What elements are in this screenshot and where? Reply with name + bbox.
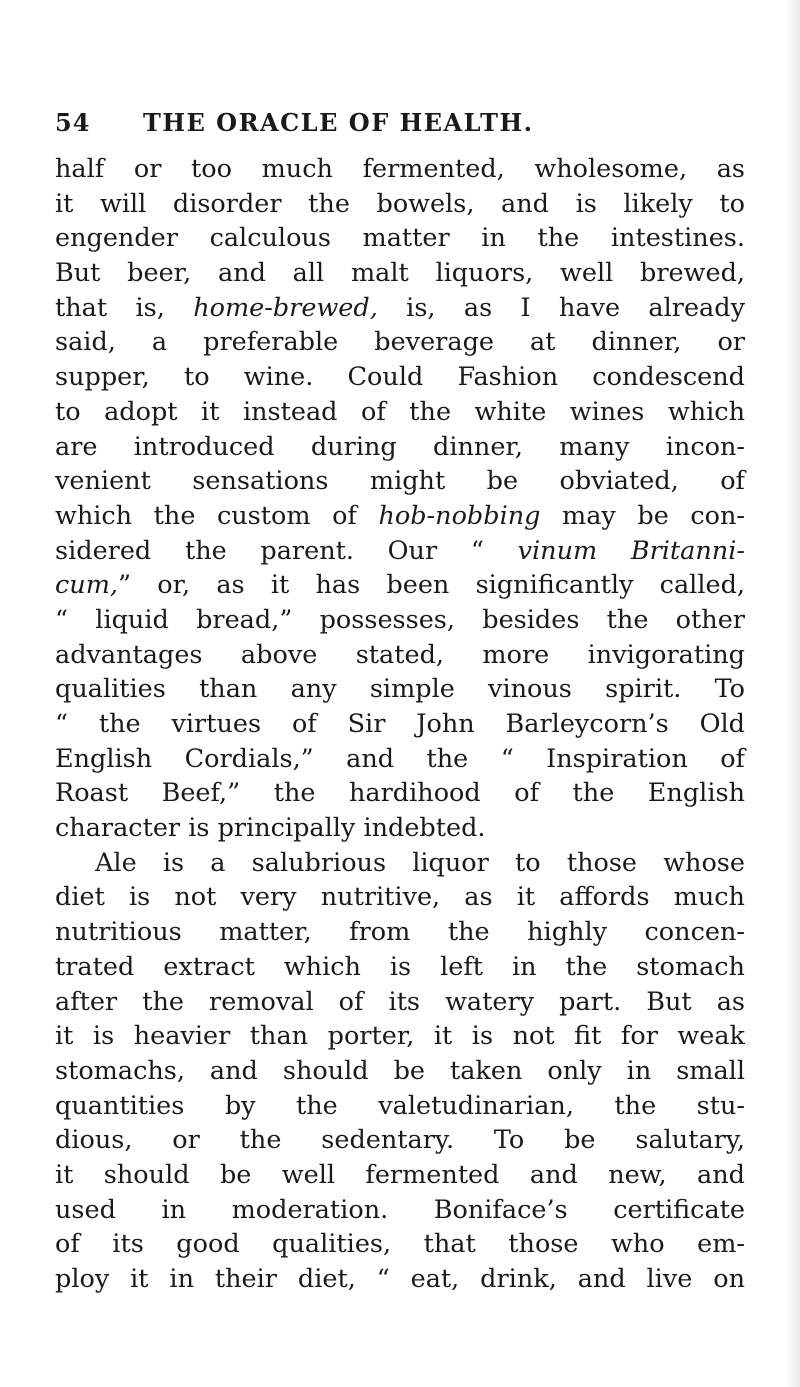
running-title: THE ORACLE OF HEALTH. [143,108,534,137]
text-segment: said, a preferable beverage at dinner, or [55,327,745,358]
text-line [55,742,745,777]
text-segment: stomachs, and should be taken only in small [55,1055,745,1086]
text-segment: used in moderation. Boniface’s certificate [55,1194,745,1225]
text-line [55,1227,745,1262]
text-line [55,1019,745,1054]
text-segment: is, as I have already [377,292,745,323]
text-segment: to adopt it instead of the white wines which [55,396,745,427]
text-segment: it is heavier than porter, it is not fit for weak [55,1021,745,1052]
text-line [55,325,745,360]
text-segment: it should be well fermented and new, and [55,1159,745,1190]
text-line [55,1193,745,1228]
text-segment: may be con- [540,500,746,531]
text-segment: are introduced during dinner, many incon- [55,431,745,462]
text-line [55,603,745,638]
text-line [55,499,745,534]
text-segment: dious, or the sedentary. To be salutary, [55,1125,745,1156]
text-segment: which the custom of [55,500,379,531]
text-segment: advantages above stated, more invigorating [55,639,745,670]
text-segment: diet is not very nutritive, as it affords much [55,882,745,913]
text-segment: after the removal of its watery part. But as [55,986,745,1017]
text-segment: qualities than any simple vinous spirit. To [55,674,745,705]
text-line [55,221,745,256]
text-line [55,1158,745,1193]
text-line [55,256,745,291]
italic-text: home-brewed, [193,292,378,323]
text-line [55,187,745,222]
text-line [55,811,745,846]
text-segment: But beer, and all malt liquors, well brewed, [55,258,745,289]
text-segment: trated extract which is left in the stomach [55,951,745,982]
text-line [55,534,745,569]
text-segment: “ liquid bread,” possesses, besides the other [55,604,745,635]
text-segment: venient sensations might be obviated, of [55,466,745,497]
text-line [55,1054,745,1089]
page-edge-shadow [786,0,800,1387]
text-segment: English Cordials,” and the “ Inspiration of [55,743,745,774]
text-segment: nutritious matter, from the highly concen- [55,917,745,948]
text-segment: that is, [55,292,194,323]
text-segment: supper, to wine. Could Fashion condescend [55,362,745,393]
page-number: 54 [55,108,91,137]
text-line [55,915,745,950]
text-line [55,1089,745,1124]
text-segment: quantities by the valetudinarian, the stu- [55,1090,745,1121]
text-line [55,846,745,881]
text-line [55,291,745,326]
text-segment: character is principally indebted. [55,813,486,844]
body-text [55,152,745,1297]
text-segment: half or too much fermented, wholesome, as [55,154,745,184]
text-line [55,950,745,985]
text-segment: sidered the parent. Our “ [55,535,518,566]
text-line [55,568,745,603]
text-line [55,430,745,465]
text-segment: ” or, as it has been significantly called, [118,570,745,601]
text-segment: of its good qualities, that those who em- [55,1229,745,1260]
text-segment: Ale is a salubrious liquor to those whose [95,847,745,878]
italic-text: cum, [55,570,118,601]
text-line [55,776,745,811]
text-segment: ploy it in their diet, “ eat, drink, and live on [55,1264,745,1294]
text-line [55,152,745,187]
italic-text: vinum Britanni- [517,535,745,566]
text-line [55,707,745,742]
text-line [55,985,745,1020]
text-segment: Roast Beef,” the hardihood of the English [55,778,745,809]
text-line [55,1262,745,1297]
italic-text: hob-nobbing [378,500,541,531]
text-line [55,395,745,430]
text-line [55,638,745,673]
text-segment: it will disorder the bowels, and is likely to [55,188,745,219]
text-line [55,672,745,707]
text-line [55,360,745,395]
text-line [55,1123,745,1158]
text-line [55,880,745,915]
text-segment: engender calculous matter in the intestines. [55,223,745,254]
text-segment: “ the virtues of Sir John Barleycorn’s Old [55,709,745,739]
running-head [55,108,745,142]
text-line [55,464,745,499]
